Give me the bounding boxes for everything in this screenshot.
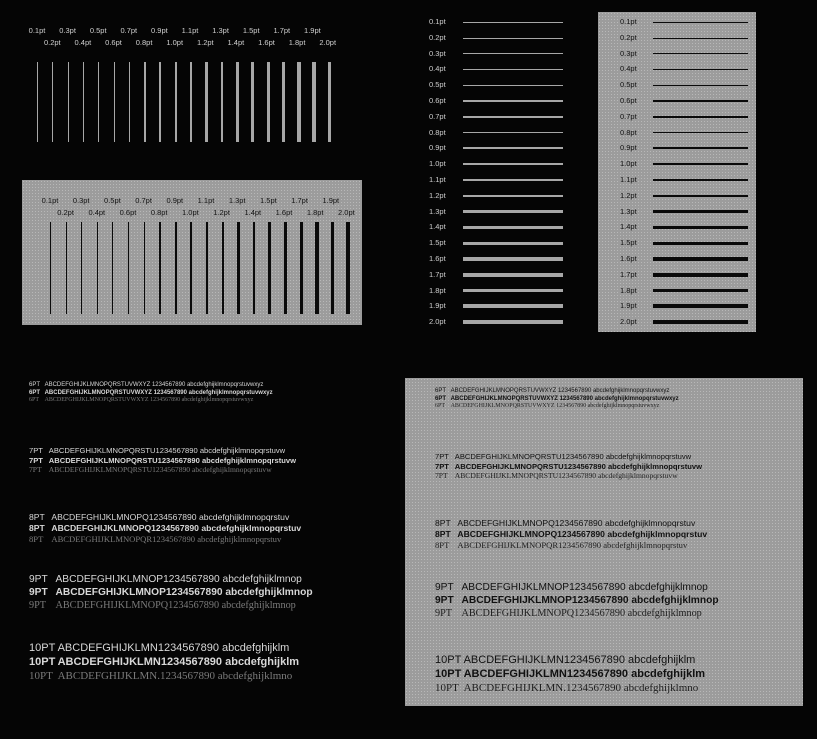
vertical-line — [300, 222, 303, 314]
sample-text: ABCDEFGHIJKLMNOP1234567890 abcdefghijklmnop — [461, 594, 719, 606]
type-sample-row — [435, 540, 687, 550]
size-label: 7PT — [29, 455, 43, 465]
line-width-label: 1.4pt — [244, 208, 262, 217]
sample-text: ABCDEFGHIJKLMNOPQRSTUVWXYZ 1234567890 abcdefghijklmnopqrstuvwxyz — [44, 382, 264, 388]
line-width-label: 0.8pt — [429, 127, 446, 137]
size-label: 8PT — [29, 522, 45, 533]
type-sample-row — [435, 582, 708, 593]
horizontal-line — [653, 53, 748, 54]
line-width-label: 0.1pt — [620, 17, 637, 26]
line-width-label: 1.2pt — [196, 38, 214, 47]
sample-text: ABCDEFGHIJKLMNOPQRSTUVWXYZ 1234567890 abcdefghijklmnopqrstuvwxyz — [44, 389, 273, 396]
horizontal-line — [653, 163, 748, 165]
line-width-label: 0.5pt — [89, 26, 107, 35]
horizontal-line — [653, 320, 748, 324]
type-sample-row — [435, 462, 702, 471]
vertical-line — [315, 222, 318, 314]
vertical-line — [68, 62, 69, 142]
vertical-line — [346, 222, 350, 314]
line-width-label: 2.0pt — [338, 208, 355, 217]
horizontal-line — [463, 53, 563, 54]
type-sample-row — [29, 587, 313, 598]
vertical-line — [159, 62, 161, 142]
line-width-label: 0.1pt — [28, 26, 46, 35]
horizontal-line — [463, 289, 563, 293]
type-sample-row — [29, 642, 289, 654]
horizontal-line — [463, 100, 563, 101]
horizontal-line — [653, 85, 748, 86]
horizontal-line — [463, 242, 563, 245]
type-sample-row — [29, 382, 263, 388]
horizontal-line — [463, 179, 563, 181]
vertical-line — [284, 222, 287, 314]
line-width-label: 0.7pt — [135, 196, 152, 205]
sample-text: ABCDEFGHIJKLMNOPQR1234567890 abcdefghijklmnopqrstuv — [51, 533, 282, 544]
sample-text: ABCDEFGHIJKLMN1234567890 abcdefghijklm — [463, 654, 696, 666]
size-label: 10PT — [29, 655, 56, 668]
line-width-label: 1.2pt — [620, 190, 637, 200]
sample-text: ABCDEFGHIJKLMNOPQ1234567890 abcdefghijklmnopqrstuv — [457, 528, 708, 539]
size-label: 7PT — [435, 452, 449, 461]
horizontal-line — [653, 304, 748, 308]
line-width-label: 0.4pt — [88, 208, 106, 217]
line-width-label: 1.0pt — [166, 38, 184, 47]
size-label: 8PT — [435, 528, 451, 539]
horizontal-line — [653, 100, 748, 101]
vertical-line — [144, 222, 145, 314]
sample-text: ABCDEFGHIJKLMNOPQ1234567890 abcdefghijklmnopqrstuv — [457, 518, 696, 528]
line-width-label: 1.5pt — [429, 238, 446, 248]
vertical-line — [328, 62, 332, 142]
line-width-label: 0.5pt — [429, 80, 446, 90]
horizontal-line — [463, 147, 563, 149]
horizontal-line — [653, 38, 748, 39]
sample-text: ABCDEFGHIJKLMNOPQ1234567890 abcdefghijklmnopqrstuv — [51, 512, 290, 522]
line-width-label: 1.1pt — [181, 26, 199, 35]
vertical-line — [267, 62, 270, 142]
size-label: 10PT — [435, 681, 459, 694]
line-width-label: 0.6pt — [620, 96, 637, 105]
line-width-label: 1.5pt — [620, 238, 637, 248]
type-sample-row — [435, 388, 669, 394]
line-width-label: 1.9pt — [429, 301, 446, 311]
vertical-line — [144, 62, 146, 142]
size-label: 6PT — [29, 382, 41, 388]
sample-text: ABCDEFGHIJKLMNOPQRSTUVWXYZ 1234567890 abcdefghijklmnopqrstuvwxyz — [44, 397, 254, 403]
vertical-line — [52, 62, 53, 142]
vertical-line — [112, 222, 113, 314]
type-sample-row — [435, 452, 691, 461]
sample-text: ABCDEFGHIJKLMNOPQRSTU1234567890 abcdefghijklmnopqrstuvw — [48, 455, 297, 465]
horizontal-line — [653, 147, 748, 149]
line-width-label: 1.9pt — [304, 26, 321, 35]
line-width-label: 1.3pt — [620, 206, 637, 216]
size-label: 10PT — [435, 667, 462, 680]
line-width-label: 0.7pt — [120, 26, 138, 35]
line-width-label: 1.8pt — [429, 285, 446, 295]
text-samples-dark-panel — [25, 378, 395, 698]
vertical-line — [253, 222, 256, 314]
vertical-line — [98, 62, 99, 142]
line-width-label: 2.0pt — [429, 317, 446, 327]
size-label: 9PT — [29, 574, 48, 585]
vertical-line — [237, 222, 240, 314]
type-sample-row — [435, 518, 695, 528]
line-width-label: 1.1pt — [197, 196, 215, 205]
horizontal-line — [653, 195, 748, 198]
sample-text: ABCDEFGHIJKLMNOP1234567890 abcdefghijklmnop — [55, 586, 313, 598]
horizontal-line — [653, 242, 748, 245]
horizontal-lines-light-panel — [598, 12, 756, 332]
type-sample-row — [29, 465, 272, 474]
horizontal-line — [463, 69, 563, 70]
sample-text: ABCDEFGHIJKLMN1234567890 abcdefghijklm — [57, 655, 300, 668]
horizontal-line — [653, 179, 748, 181]
horizontal-line — [463, 210, 563, 213]
vertical-line — [159, 222, 161, 314]
size-label: 7PT — [435, 471, 448, 480]
vertical-line — [268, 222, 271, 314]
line-width-label: 0.8pt — [135, 38, 153, 47]
line-width-label: 0.9pt — [429, 143, 446, 153]
line-width-label: 0.4pt — [620, 64, 637, 74]
line-width-label: 1.9pt — [620, 301, 637, 311]
type-sample-row — [29, 600, 296, 611]
sample-text: ABCDEFGHIJKLMNOPQRSTUVWXYZ 1234567890 abcdefghijklmnopqrstuvwxyz — [450, 388, 670, 394]
line-width-label: 1.4pt — [620, 222, 637, 232]
line-width-label: 1.8pt — [620, 285, 637, 295]
size-label: 9PT — [29, 586, 48, 598]
line-width-label: 0.2pt — [429, 32, 446, 42]
vertical-line — [312, 62, 316, 142]
vertical-line — [81, 222, 82, 314]
line-width-label: 0.6pt — [119, 208, 137, 217]
line-width-label: 1.0pt — [620, 159, 637, 169]
size-label: 10PT — [29, 669, 53, 682]
type-sample-row — [29, 670, 292, 682]
line-width-label: 0.1pt — [41, 196, 59, 205]
line-width-label: 1.5pt — [242, 26, 260, 35]
text-samples-light-panel — [405, 378, 803, 706]
line-width-label: 0.7pt — [429, 111, 446, 121]
line-width-label: 0.5pt — [104, 196, 121, 205]
type-sample-row — [29, 574, 302, 585]
type-sample-row — [29, 390, 273, 396]
horizontal-line — [463, 116, 563, 118]
line-width-label: 1.6pt — [275, 208, 293, 217]
line-width-label: 0.8pt — [620, 127, 637, 137]
line-width-label: 0.3pt — [429, 48, 446, 58]
vertical-lines-light-panel — [22, 180, 362, 325]
horizontal-line — [463, 226, 563, 229]
type-sample-row — [29, 446, 285, 455]
line-width-label: 1.5pt — [260, 196, 277, 205]
line-width-label: 0.2pt — [620, 32, 637, 42]
line-width-label: 1.8pt — [306, 208, 324, 217]
vertical-line — [297, 62, 300, 142]
line-width-label: 1.3pt — [228, 196, 246, 205]
size-label: 8PT — [435, 518, 451, 528]
vertical-line — [190, 222, 192, 314]
size-label: 7PT — [29, 465, 42, 474]
horizontal-lines-dark-panel — [425, 12, 573, 332]
line-width-label: 1.3pt — [429, 206, 446, 216]
line-width-label: 1.3pt — [212, 26, 229, 35]
vertical-line — [205, 62, 207, 142]
type-sample-row — [435, 529, 707, 539]
type-sample-row — [29, 523, 301, 533]
horizontal-line — [653, 69, 748, 70]
vertical-line — [251, 62, 254, 142]
sample-text: ABCDEFGHIJKLMN1234567890 abcdefghijklm — [57, 642, 290, 654]
sample-text: ABCDEFGHIJKLMNOPQRSTUVWXYZ 1234567890 abcdefghijklmnopqrstuvwxyz — [450, 395, 679, 402]
horizontal-line — [653, 132, 748, 134]
sample-text: ABCDEFGHIJKLMNOP1234567890 abcdefghijklmnop — [55, 574, 302, 585]
line-width-label: 0.3pt — [59, 26, 76, 35]
size-label: 10PT — [435, 654, 462, 666]
vertical-line — [206, 222, 208, 314]
size-label: 9PT — [435, 594, 454, 606]
sample-text: ABCDEFGHIJKLMNOPQRSTU1234567890 abcdefghijklmnopqrstuvw — [48, 465, 272, 474]
line-width-label: 1.7pt — [273, 26, 291, 35]
type-sample-row — [435, 654, 695, 666]
size-label: 6PT — [29, 397, 40, 403]
type-sample-row — [435, 682, 698, 694]
sample-text: ABCDEFGHIJKLMNOPQRSTU1234567890 abcdefghijklmnopqrstuvw — [454, 452, 692, 461]
line-width-label: 0.8pt — [150, 208, 168, 217]
horizontal-line — [653, 226, 748, 229]
size-label: 8PT — [435, 539, 450, 550]
line-width-label: 1.0pt — [182, 208, 199, 217]
line-width-label: 0.2pt — [57, 208, 74, 217]
sample-text: ABCDEFGHIJKLMNOPQRSTU1234567890 abcdefghijklmnopqrstuvw — [454, 471, 678, 480]
horizontal-line — [463, 273, 563, 277]
size-label: 8PT — [29, 533, 44, 544]
size-label: 6PT — [435, 403, 446, 409]
vertical-line — [222, 222, 224, 314]
line-width-label: 0.9pt — [620, 143, 637, 153]
line-width-label: 0.1pt — [429, 17, 446, 26]
horizontal-line — [463, 257, 563, 260]
type-sample-row — [435, 608, 702, 619]
line-width-label: 0.9pt — [166, 196, 184, 205]
sample-text: ABCDEFGHIJKLMNOPQRSTUVWXYZ 1234567890 abcdefghijklmnopqrstuvwxyz — [450, 403, 660, 409]
horizontal-line — [463, 85, 563, 86]
line-width-label: 0.6pt — [105, 38, 122, 47]
horizontal-line — [463, 195, 563, 198]
type-sample-row — [29, 456, 296, 465]
line-width-label: 1.6pt — [620, 254, 637, 263]
line-width-label: 0.9pt — [151, 26, 168, 35]
line-width-label: 1.0pt — [429, 159, 446, 169]
line-width-label: 0.5pt — [620, 80, 637, 90]
line-width-label: 1.4pt — [227, 38, 245, 47]
line-width-label: 1.4pt — [429, 222, 446, 232]
size-label: 7PT — [435, 461, 449, 471]
type-sample-row — [29, 397, 253, 403]
horizontal-line — [463, 132, 563, 134]
sample-text: ABCDEFGHIJKLMNOPQRSTU1234567890 abcdefghijklmnopqrstuvw — [454, 461, 703, 471]
sample-text: ABCDEFGHIJKLMNOPQR1234567890 abcdefghijklmnopqrstuv — [457, 539, 688, 550]
vertical-line — [97, 222, 98, 314]
size-label: 9PT — [435, 607, 452, 619]
horizontal-line — [653, 210, 748, 213]
horizontal-line — [653, 289, 748, 293]
vertical-lines-dark-panel — [25, 20, 345, 145]
sample-text: ABCDEFGHIJKLMN1234567890 abcdefghijklm — [463, 667, 706, 680]
line-width-label: 1.9pt — [322, 196, 340, 205]
vertical-line — [128, 222, 129, 314]
line-width-label: 1.6pt — [429, 254, 446, 263]
type-sample-row — [29, 534, 281, 544]
sample-text: ABCDEFGHIJKLMNOPQ1234567890 abcdefghijklmnop — [55, 599, 296, 611]
line-width-label: 1.7pt — [291, 196, 308, 205]
line-width-label: 1.8pt — [288, 38, 306, 47]
size-label: 6PT — [435, 395, 447, 402]
size-label: 7PT — [29, 446, 43, 455]
vertical-line — [190, 62, 192, 142]
line-width-label: 2.0pt — [319, 38, 337, 47]
type-sample-row — [29, 656, 299, 668]
sample-text: ABCDEFGHIJKLMNOPQ1234567890 abcdefghijklmnop — [461, 607, 702, 619]
line-width-label: 0.3pt — [72, 196, 90, 205]
line-width-label: 0.4pt — [74, 38, 92, 47]
vertical-line — [129, 62, 130, 142]
line-width-label: 1.7pt — [429, 269, 446, 279]
line-width-label: 0.7pt — [620, 111, 637, 121]
vertical-line — [114, 62, 115, 142]
type-sample-row — [435, 471, 678, 480]
horizontal-line — [463, 38, 563, 39]
line-width-label: 0.3pt — [620, 48, 637, 58]
line-width-label: 2.0pt — [620, 317, 637, 327]
horizontal-line — [653, 257, 748, 260]
size-label: 10PT — [29, 642, 56, 654]
size-label: 6PT — [29, 389, 41, 396]
vertical-line — [83, 62, 84, 142]
size-label: 9PT — [435, 582, 454, 593]
horizontal-line — [463, 320, 563, 324]
type-sample-row — [435, 396, 679, 402]
vertical-line — [282, 62, 285, 142]
type-sample-row — [29, 512, 289, 522]
size-label: 8PT — [29, 512, 45, 522]
horizontal-line — [463, 163, 563, 165]
line-width-label: 1.2pt — [213, 208, 230, 217]
vertical-line — [331, 222, 335, 314]
type-sample-row — [435, 668, 705, 680]
vertical-line — [175, 222, 177, 314]
line-width-label: 1.1pt — [429, 175, 446, 184]
line-width-label: 1.2pt — [429, 190, 446, 200]
horizontal-line — [463, 304, 563, 308]
vertical-line — [221, 62, 224, 142]
sample-text: ABCDEFGHIJKLMNOPQ1234567890 abcdefghijklmnopqrstuv — [51, 522, 302, 533]
type-sample-row — [435, 403, 659, 409]
size-label: 9PT — [29, 599, 46, 611]
sample-text: ABCDEFGHIJKLMNOPQRSTU1234567890 abcdefghijklmnopqrstuvw — [48, 446, 286, 455]
horizontal-line — [653, 116, 748, 118]
vertical-line — [175, 62, 177, 142]
line-width-label: 1.6pt — [258, 38, 275, 47]
horizontal-line — [653, 273, 748, 277]
line-width-label: 0.2pt — [43, 38, 61, 47]
sample-text: ABCDEFGHIJKLMN.1234567890 abcdefghijklmno — [463, 681, 699, 694]
vertical-line — [66, 222, 67, 314]
sample-text: ABCDEFGHIJKLMN.1234567890 abcdefghijklmno — [57, 669, 293, 682]
vertical-line — [236, 62, 239, 142]
line-width-label: 1.7pt — [620, 269, 637, 279]
line-width-label: 1.1pt — [620, 175, 637, 184]
type-sample-row — [435, 595, 719, 606]
line-width-label: 0.4pt — [429, 64, 446, 74]
line-width-label: 0.6pt — [429, 96, 446, 105]
sample-text: ABCDEFGHIJKLMNOP1234567890 abcdefghijklmnop — [461, 582, 708, 593]
size-label: 6PT — [435, 388, 447, 394]
